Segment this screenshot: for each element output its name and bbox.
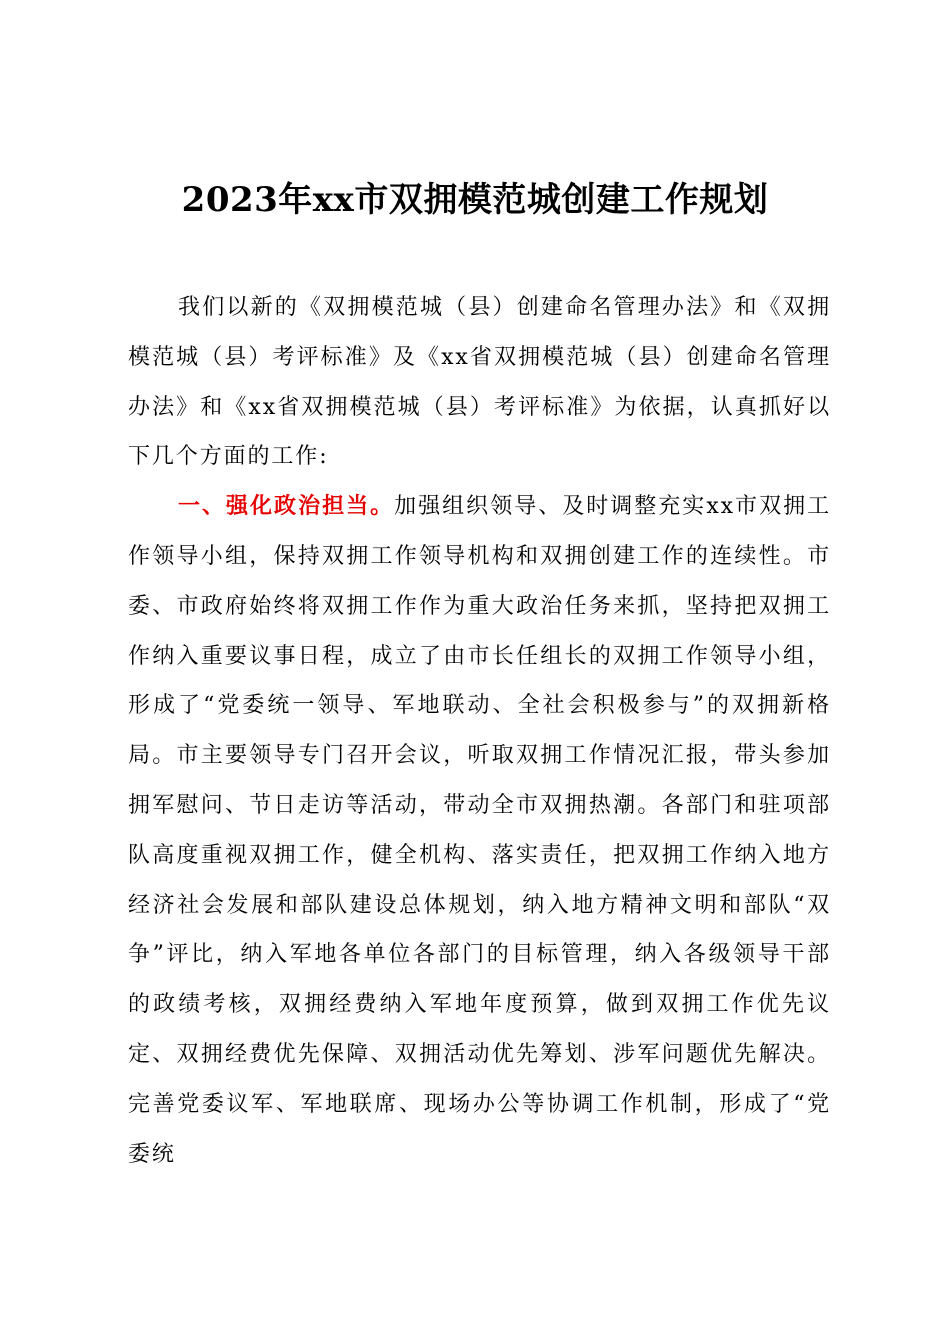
document-body [128,283,831,1179]
intro-paragraph: 我们以新的《双拥模范城（县）创建命名管理办法》和《双拥模范城（县）考评标准》及《xx省双拥模范城（县）创建命名管理办法》和《xx省双拥模范城（县）考评标准》为依据，认真抓好以下几个方面的工作: [128,295,831,470]
section-1-text: 加强组织领导、及时调整充实xx市双拥工作领导小组，保持双拥工作领导机构和双拥创建工作的连续性。市委、市政府始终将双拥工作作为重大政治任务来抓，坚持把双拥工作纳入重要议事日程，成立了由市长任组长的双拥工作领导小组，形成了“党委统一领导、军地联动、全社会积极参与”的双拥新格局。市主要领导专门召开会议，听取双拥工作情况汇报，带头参加拥军慰问、节日走访等活动，带动全市双拥热潮。各部门和驻项部队高度重视双拥工作，健全机构、落实责任，把双拥工作纳入地方经济社会发展和部队建设总体规划，纳入地方精神文明和部队“双争”评比，纳入军地各单位各部门的目标管理，纳入各级领导干部的政绩考核，双拥经费纳入军地年度预算，做到双拥工作优先议定、双拥经费优先保障、双拥活动优先筹划、涉军问题优先解决。完善党委议军、军地联席、现场办公等协调工作机制，形成了“党委统 [128,494,831,1167]
section-1-heading: 一、强化政治担当。 [178,494,395,520]
document-title: 2023年xx市双拥模范城创建工作规划 [181,180,769,220]
section-1-paragraph [128,482,831,1179]
